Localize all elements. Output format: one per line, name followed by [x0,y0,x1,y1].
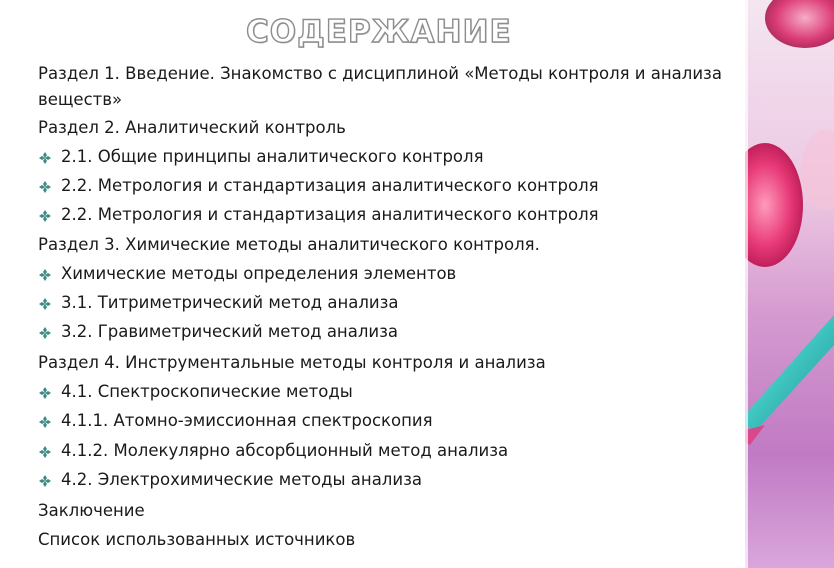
toc-line: 2.2. Метрология и стандартизация аналитического контроля [61,176,599,195]
toc-line: 2.2. Метрология и стандартизация аналитического контроля [61,205,599,224]
toc-line: Список использованных источников [38,530,356,549]
page-title: СОДЕРЖАНИЕ [246,14,512,50]
diamond-bullet-icon [38,297,52,311]
flower-decoration-image [745,0,834,568]
toc-line: Раздел 3. Химические методы аналитического контроля. [38,235,540,254]
toc-line: 4.2. Электрохимические методы анализа [61,470,422,489]
diamond-bullet-icon [38,180,52,194]
diamond-bullet-icon [38,415,52,429]
toc-line: Раздел 2. Аналитический контроль [38,118,346,137]
diamond-bullet-icon [38,151,52,165]
diamond-bullet-icon [38,445,52,459]
toc-line: Раздел 4. Инструментальные методы контроля и анализа [38,353,546,372]
diamond-bullet-icon [38,209,52,223]
toc-line: 2.1. Общие принципы аналитического контроля [61,147,484,166]
toc-line: Заключение [38,501,145,520]
toc-line: Раздел 1. Введение. Знакомство с дисциплиной «Методы контроля и анализа [38,64,722,83]
diamond-bullet-icon [38,474,52,488]
toc-line: 4.1.1. Атомно-эмиссионная спектроскопия [61,411,433,430]
diamond-bullet-icon [38,386,52,400]
toc-line: веществ» [38,90,123,109]
toc-line: 4.1. Спектроскопические методы [61,382,353,401]
toc-line: 4.1.2. Молекулярно абсорбционный метод анализа [61,441,509,460]
diamond-bullet-icon [38,326,52,340]
toc-line: Химические методы определения элементов [61,264,457,283]
toc-line: 3.2. Гравиметрический метод анализа [61,322,398,341]
toc-line: 3.1. Титриметрический метод анализа [61,293,399,312]
diamond-bullet-icon [38,268,52,282]
